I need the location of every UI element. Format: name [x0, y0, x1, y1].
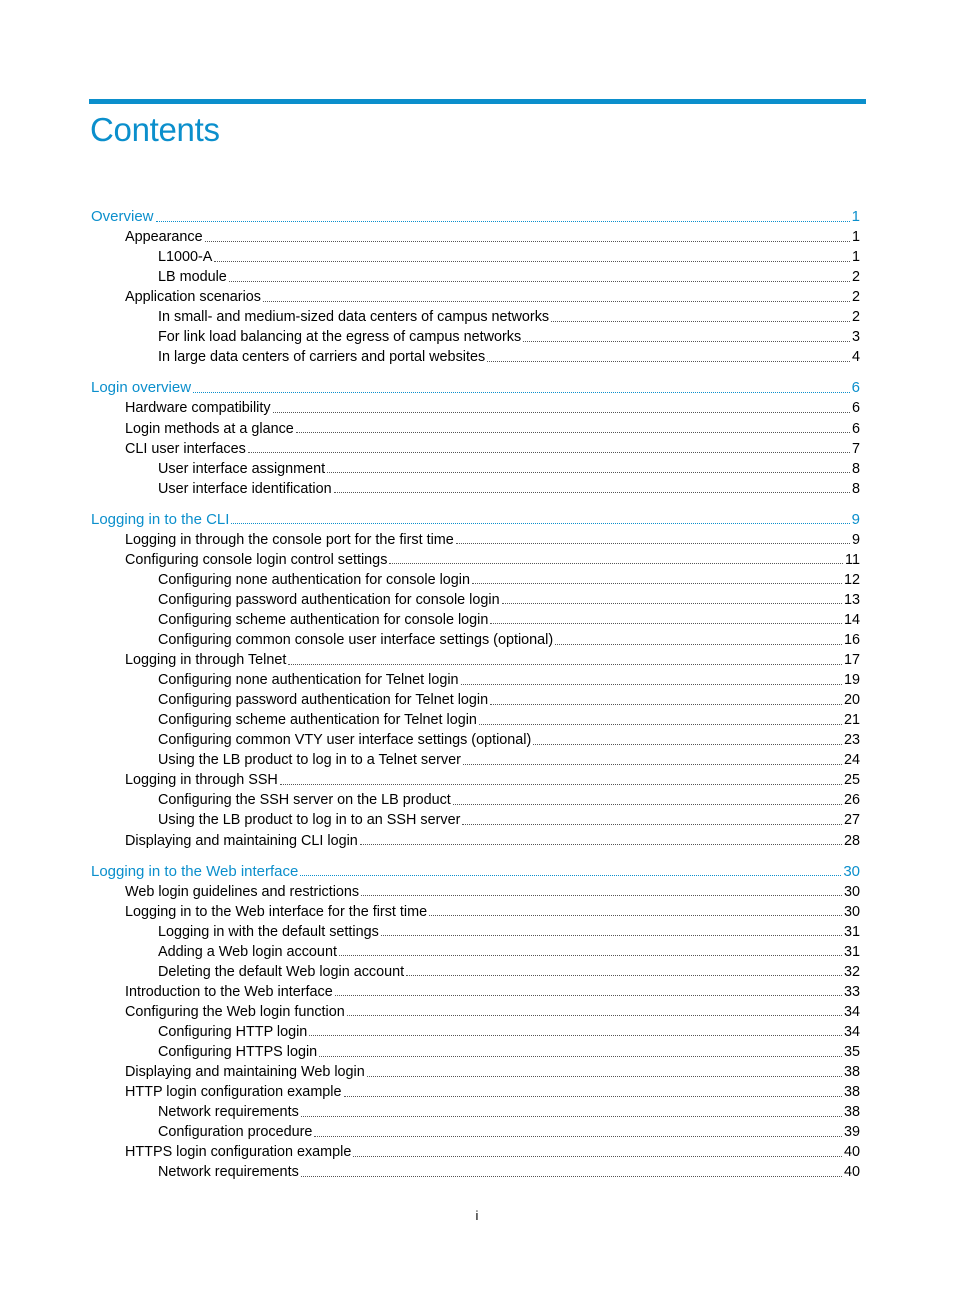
toc-entry-page: 23 [843, 732, 860, 749]
toc-entry-page: 40 [843, 1144, 860, 1161]
toc-entry[interactable] [125, 398, 860, 418]
toc-entry-title: Web login guidelines and restrictions [125, 883, 360, 900]
toc-dot-leader [502, 603, 842, 604]
toc-dot-leader [335, 995, 842, 996]
toc-dot-leader [314, 1136, 842, 1137]
toc-entry[interactable] [125, 902, 860, 922]
toc-entry-title: Logging in to the Web interface [91, 862, 299, 880]
toc-entry-title: LB module [158, 269, 227, 286]
toc-entry-title: Logging in to the Web interface for the first time [125, 903, 428, 920]
toc-entry-page: 28 [843, 832, 860, 849]
toc-entry-page: 34 [843, 1003, 860, 1020]
toc-entry-title: Configuring HTTP login [158, 1023, 308, 1040]
toc-entry[interactable] [158, 1162, 860, 1182]
toc-entry[interactable] [125, 882, 860, 902]
toc-entry-page: 21 [843, 712, 860, 729]
toc-dot-leader [296, 432, 850, 433]
toc-entry-page: 38 [843, 1104, 860, 1121]
toc-dot-leader [406, 975, 842, 976]
toc-entry-title: Configuring HTTPS login [158, 1044, 318, 1060]
toc-entry-page: 25 [843, 772, 860, 789]
toc-entry-title: Configuration procedure [158, 1124, 313, 1141]
toc-dot-leader [353, 1156, 842, 1157]
toc-entry[interactable] [158, 590, 860, 610]
toc-entry-page: 17 [843, 652, 860, 669]
toc-entry-title: Configuring none authentication for Telnet login [158, 672, 459, 689]
toc-entry-page: 2 [851, 309, 860, 326]
toc-entry[interactable] [158, 670, 860, 690]
toc-entry-page: 26 [843, 792, 860, 809]
toc-entry[interactable] [158, 347, 860, 367]
toc-entry-page: 1 [851, 249, 860, 266]
toc-entry-page: 2 [851, 289, 860, 306]
toc-entry[interactable] [125, 982, 860, 1002]
toc-dot-leader [533, 744, 842, 745]
toc-entry[interactable] [125, 650, 860, 670]
toc-entry[interactable] [91, 207, 860, 227]
toc-entry-page: 27 [843, 812, 860, 829]
toc-entry-page: 9 [851, 531, 860, 548]
toc-dot-leader [367, 1076, 842, 1077]
toc-entry[interactable] [125, 1002, 860, 1022]
toc-dot-leader [360, 844, 842, 845]
toc-entry-page: 35 [843, 1044, 860, 1060]
toc-entry[interactable] [158, 570, 860, 590]
toc-dot-leader [429, 915, 842, 916]
toc-dot-leader [327, 472, 850, 473]
toc-entry[interactable] [158, 690, 860, 710]
toc-dot-leader [344, 1096, 842, 1097]
toc-entry[interactable] [125, 1082, 860, 1102]
toc-entry[interactable] [125, 227, 860, 247]
toc-dot-leader [309, 1035, 842, 1036]
toc-dot-leader [273, 412, 850, 413]
toc-dot-leader [523, 341, 850, 342]
toc-entry-title: Logging in through the console port for the first time [125, 531, 454, 548]
toc-entry-page: 38 [843, 1064, 860, 1081]
toc-entry-title: Appearance [125, 229, 203, 246]
toc-entry-title: Displaying and maintaining Web login [125, 1064, 365, 1081]
toc-entry-page: 30 [843, 903, 860, 920]
toc-dot-leader [319, 1056, 842, 1057]
toc-entry[interactable] [91, 862, 860, 882]
toc-entry[interactable] [158, 962, 860, 982]
toc-entry-page: 1 [851, 208, 860, 225]
toc-entry-page: 33 [843, 983, 860, 1000]
toc-entry-page: 1 [851, 229, 860, 246]
toc-entry-title: For link load balancing at the egress of campus networks [158, 329, 522, 346]
toc-entry[interactable] [158, 942, 860, 962]
toc-entry-page: 3 [851, 329, 860, 346]
toc-entry[interactable] [125, 287, 860, 307]
toc-dot-leader [301, 1176, 842, 1177]
toc-entry[interactable] [158, 459, 860, 479]
toc-dot-leader [462, 824, 842, 825]
toc-entry-title: Configuring none authentication for console login [158, 571, 471, 588]
toc-entry-page: 20 [843, 692, 860, 709]
toc-entry-page: 39 [843, 1124, 860, 1141]
toc-entry[interactable] [158, 307, 860, 327]
toc-entry[interactable] [158, 1042, 860, 1062]
toc-entry[interactable] [158, 630, 860, 650]
toc-entry[interactable] [158, 1122, 860, 1142]
toc-entry[interactable] [125, 530, 860, 550]
toc-entry-title: CLI user interfaces [125, 440, 246, 457]
toc-entry-title: Logging in with the default settings [158, 923, 379, 940]
toc-dot-leader [214, 261, 850, 262]
toc-entry-title: Application scenarios [125, 289, 261, 306]
toc-entry[interactable] [125, 550, 860, 570]
toc-entry-page: 8 [851, 480, 860, 497]
toc-entry-title: Using the LB product to log in to a Telnet server [158, 752, 461, 769]
toc-dot-leader [490, 704, 842, 705]
toc-entry[interactable] [158, 730, 860, 750]
toc-entry-title: L1000-A [158, 249, 213, 266]
toc-dot-leader [263, 301, 850, 302]
toc-entry[interactable] [158, 1102, 860, 1122]
toc-entry-page: 31 [843, 923, 860, 940]
toc-dot-leader [479, 724, 842, 725]
toc-entry-page: 16 [843, 632, 860, 648]
toc-entry-page: 30 [843, 883, 860, 900]
toc-entry-title: Configuring password authentication for Telnet login [158, 692, 489, 709]
toc-entry-title: Configuring password authentication for console login [158, 591, 500, 608]
toc-entry-page: 2 [851, 269, 860, 286]
toc-entry-title: Configuring common VTY user interface settings (optional) [158, 732, 532, 749]
toc-dot-leader [490, 623, 842, 624]
toc-entry-title: Configuring console login control settings [125, 551, 388, 568]
toc-entry-title: Login overview [91, 379, 192, 397]
toc-entry[interactable] [125, 770, 860, 790]
toc-entry-title: In large data centers of carriers and portal websites [158, 349, 486, 366]
toc-dot-leader [301, 1116, 842, 1117]
toc-entry-title: Adding a Web login account [158, 943, 337, 960]
toc-entry-title: Network requirements [158, 1164, 299, 1181]
toc-entry-page: 31 [843, 943, 860, 960]
toc-dot-leader [229, 281, 850, 282]
toc-entry-page: 6 [851, 400, 860, 417]
toc-entry[interactable] [158, 710, 860, 730]
toc-entry-title: Overview [91, 208, 154, 225]
page-number: i [475, 1208, 479, 1223]
toc-entry-page: 11 [845, 551, 860, 568]
toc-entry-page: 4 [851, 349, 860, 366]
toc-entry-title: Hardware compatibility [125, 400, 271, 417]
toc-dot-leader [361, 895, 842, 896]
toc-entry-page: 19 [843, 672, 860, 689]
toc-entry-title: Displaying and maintaining CLI login [125, 832, 358, 849]
header-rule [89, 99, 866, 104]
toc-dot-leader [487, 361, 850, 362]
toc-entry-title: Using the LB product to log in to an SSH server [158, 812, 461, 829]
toc-entry-title: Configuring the SSH server on the LB product [158, 792, 451, 809]
toc-dot-leader [453, 804, 842, 805]
toc-entry-title: Logging in through Telnet [125, 652, 287, 669]
toc-entry[interactable] [125, 1142, 860, 1162]
toc-entry-page: 6 [851, 420, 860, 437]
toc-entry-page: 24 [843, 752, 860, 769]
toc-entry-title: User interface identification [158, 480, 332, 497]
toc-entry-page: 8 [851, 460, 860, 477]
toc-dot-leader [472, 583, 842, 584]
toc-entry[interactable] [158, 922, 860, 942]
toc-entry-title: Deleting the default Web login account [158, 963, 405, 980]
toc-entry-title: HTTPS login configuration example [125, 1144, 352, 1161]
toc-entry-page: 30 [843, 862, 860, 880]
toc-entry-title: Introduction to the Web interface [125, 983, 333, 1000]
toc-entry-page: 34 [843, 1023, 860, 1040]
toc-dot-leader [248, 452, 850, 453]
toc-entry-page: 14 [843, 611, 860, 628]
toc-dot-leader [456, 543, 850, 544]
toc-dot-leader [381, 935, 842, 936]
toc-entry-page: 7 [851, 440, 860, 457]
toc-dot-leader [334, 492, 850, 493]
toc-entry-page: 13 [843, 591, 860, 608]
toc-entry-title: Configuring the Web login function [125, 1003, 345, 1020]
toc-entry[interactable] [158, 1022, 860, 1042]
toc-entry-title: Configuring scheme authentication for console login [158, 611, 489, 628]
toc-entry-title: Network requirements [158, 1104, 299, 1121]
toc-entry[interactable] [158, 790, 860, 810]
toc-entry[interactable] [158, 327, 860, 347]
toc-entry[interactable] [158, 479, 860, 499]
toc-dot-leader [300, 875, 841, 876]
toc-entry-title: Configuring common console user interface settings (optional) [158, 632, 554, 648]
toc-entry-page: 32 [843, 963, 860, 980]
toc-entry[interactable] [158, 267, 860, 287]
toc-entry-page: 40 [843, 1164, 860, 1181]
toc-dot-leader [205, 241, 850, 242]
toc-dot-leader [231, 523, 849, 524]
toc-dot-leader [551, 321, 850, 322]
toc-dot-leader [156, 221, 850, 222]
toc-entry[interactable] [125, 831, 860, 851]
toc-entry-title: Configuring scheme authentication for Telnet login [158, 712, 477, 729]
toc-entry[interactable] [125, 1062, 860, 1082]
toc-dot-leader [461, 684, 842, 685]
toc-entry-title: User interface assignment [158, 460, 326, 477]
toc-entry-title: Logging in through SSH [125, 772, 278, 789]
toc-entry[interactable] [125, 419, 860, 439]
toc-entry[interactable] [158, 610, 860, 630]
toc-dot-leader [280, 784, 842, 785]
toc-entry[interactable] [91, 510, 860, 530]
toc-dot-leader [339, 955, 842, 956]
toc-dot-leader [347, 1015, 842, 1016]
toc-entry[interactable] [158, 247, 860, 267]
toc-dot-leader [389, 563, 843, 564]
toc-entry[interactable] [158, 750, 860, 770]
toc-entry-title: Login methods at a glance [125, 420, 294, 437]
toc-dot-leader [463, 764, 842, 765]
toc-entry[interactable] [125, 439, 860, 459]
page-title: Contents [90, 111, 220, 148]
toc-dot-leader [193, 392, 850, 393]
toc-dot-leader [555, 644, 842, 645]
toc-entry[interactable] [158, 810, 860, 830]
toc-entry-title: Logging in to the CLI [91, 510, 230, 528]
toc-dot-leader [288, 664, 842, 665]
toc-entry-page: 12 [843, 571, 860, 588]
toc-entry-page: 38 [843, 1084, 860, 1101]
toc-entry-page: 9 [851, 510, 860, 528]
toc-entry-title: In small- and medium-sized data centers of campus networks [158, 309, 550, 326]
toc-entry[interactable] [91, 378, 860, 398]
toc-entry-title: HTTP login configuration example [125, 1084, 342, 1101]
toc-entry-page: 6 [851, 379, 860, 397]
